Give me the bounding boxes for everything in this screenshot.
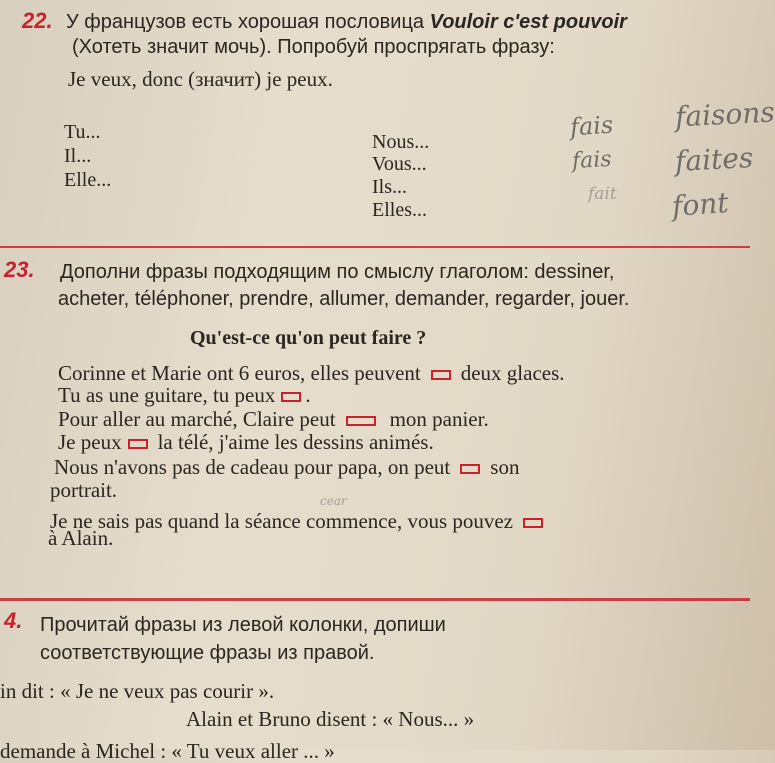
answer-box-3[interactable] (346, 416, 376, 426)
sentence-3 (58, 408, 489, 430)
handwriting-cear: cear (320, 494, 347, 508)
pronoun-right-4: Elles... (372, 199, 427, 221)
sentence-4 (58, 431, 434, 453)
sentence-5-continued: portrait. (50, 478, 118, 502)
exercise-22-line1 (66, 10, 627, 34)
handwriting-font: font (670, 186, 730, 223)
sentence-6-start: Je ne sais pas quand la séance commence, vous pouvez (50, 509, 514, 533)
sentence-1-end: deux glaces. (460, 361, 565, 385)
handwriting-fais-1: fais (569, 110, 615, 142)
exercise-24-line-1: in dit : « Je ne veux pas courir ». (0, 679, 275, 703)
example-sentence: Je veux, donc (значит) je peux. (68, 67, 333, 91)
exercise-24-line-3: demande à Michel : « Tu veux aller ... » (0, 739, 335, 763)
sentence-4-end: la télé, j'aime les dessins animés. (157, 430, 434, 454)
proverb: Vouloir c'est pouvoir (429, 11, 627, 33)
sentence-5-end: son (490, 455, 520, 479)
sentence-6-continued: à Alain. (48, 526, 114, 550)
exercise-24-line-2: Alain et Bruno disent : « Nous... » (186, 707, 475, 731)
sentence-3-end: mon panier. (389, 407, 489, 431)
handwriting-fais-2: fais (571, 146, 613, 175)
handwriting-faisons: faisons (674, 95, 775, 134)
sentence-3-start: Pour aller au marché, Claire peut (58, 407, 336, 431)
exercise-23-number: 23. (4, 257, 35, 282)
exercise-22-line2: (Хотеть значит мочь). Попробуй проспрягать фразу: (72, 36, 555, 58)
pronoun-right-2: Vous... (372, 153, 427, 175)
handwriting-faites: faites (674, 140, 755, 179)
sentence-2-end: . (305, 383, 311, 407)
pronoun-left-1: Tu... (64, 121, 101, 143)
pronoun-left-3: Elle... (64, 169, 112, 191)
sentence-6 (50, 510, 547, 532)
exercise-24-instruction-2: соответствующие фразы из правой. (40, 642, 375, 664)
exercise-23-instruction-2: acheter, téléphoner, prendre, allumer, demander, regarder, jouer. (58, 288, 630, 310)
sentence-5-start: Nous n'avons pas de cadeau pour papa, on peut (54, 455, 451, 479)
exercise-22-line1-prefix: У французов есть хорошая пословица (66, 11, 425, 33)
sentence-2-start: Tu as une guitare, tu peux (58, 383, 276, 407)
answer-box-5[interactable] (460, 464, 480, 474)
pronoun-left-2: Il... (64, 145, 92, 167)
section-divider-2 (0, 598, 750, 601)
sentence-5 (54, 456, 519, 478)
exercise-24-number: 4. (4, 608, 23, 633)
handwriting-fait: fait (588, 184, 617, 204)
exercise-23-title: Qu'est-ce qu'on peut faire ? (190, 327, 427, 349)
sentence-4-start: Je peux (58, 430, 122, 454)
answer-box-1[interactable] (431, 370, 451, 380)
pronoun-right-1: Nous... (372, 131, 430, 153)
sentence-2 (58, 384, 311, 406)
sentence-1 (58, 362, 565, 384)
exercise-23-instruction-1: Дополни фразы подходящим по смыслу глаголом: dessiner, (60, 261, 615, 283)
exercise-24-instruction-1: Прочитай фразы из левой колонки, допиши (40, 614, 446, 636)
pronoun-right-3: Ils... (372, 176, 407, 198)
section-divider-1 (0, 246, 750, 248)
exercise-22-number: 22. (22, 8, 53, 33)
answer-box-2[interactable] (281, 392, 301, 402)
answer-box-4[interactable] (128, 439, 148, 449)
sentence-1-start: Corinne et Marie ont 6 euros, elles peuvent (58, 361, 421, 385)
answer-box-6[interactable] (523, 518, 543, 528)
